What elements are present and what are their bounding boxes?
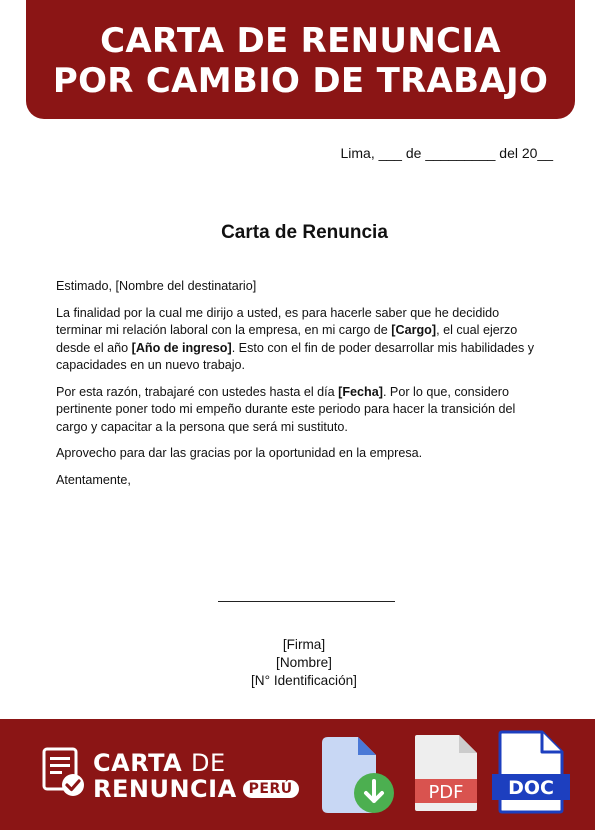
paragraph-2-text-a: Por esta razón, trabajaré con ustedes hasta el día — [56, 384, 339, 399]
letter-body — [56, 278, 546, 498]
greeting: Estimado, [Nombre del destinatario] — [56, 279, 257, 293]
pdf-label: PDF — [428, 782, 464, 803]
word-doc-file-icon[interactable] — [492, 730, 572, 814]
paragraph-2 — [56, 384, 546, 437]
paragraph-1-text-c: , el cual ejerzo desde el año — [56, 323, 518, 355]
cargo-placeholder: [Cargo] — [391, 323, 437, 337]
paragraph-1-text-a: La finalidad por la cual me dirijo a usted, es para hacerle saber que he decidido terminar mi relación laboral con la empresa, en mi cargo de — [56, 305, 500, 337]
brand-logo-text — [93, 750, 299, 802]
letter-title: Carta de Renuncia — [221, 222, 388, 243]
signature-firma: [Firma] — [282, 637, 326, 652]
paragraph-1-text-e: . Esto con el fin de poder desarrollar mis habilidades y capacidades en un nuevo trabajo. — [56, 340, 535, 372]
document-check-icon — [42, 747, 86, 799]
google-docs-download-icon[interactable] — [318, 735, 394, 815]
signature-nombre: [Nombre] — [276, 655, 332, 670]
title-banner — [26, 0, 575, 119]
banner-title-line-1: CARTA DE RENUNCIA — [100, 20, 501, 61]
pdf-file-icon[interactable] — [413, 733, 479, 813]
year-placeholder: [Año de ingreso] — [131, 340, 232, 355]
logo-renuncia: RENUNCIA — [93, 775, 237, 803]
doc-label: DOC — [508, 777, 554, 799]
paragraph-3: Aprovecho para dar las gracias por la oportunidad en la empresa. — [56, 446, 423, 460]
date-line: Lima, ___ de _________ del 20__ — [340, 145, 553, 161]
paragraph-2-text-c: . Por lo que, considero pertinente poner todo mi empeño durante este periodo para hacer la transición del cargo y capacitar a la persona que será mi sustituto. — [56, 384, 516, 434]
date-placeholder: [Fecha] — [338, 384, 383, 399]
signature-block — [200, 636, 408, 690]
signature-line — [218, 601, 395, 602]
logo-peru-badge: PERÚ — [243, 780, 299, 798]
signature-id: [N° Identificación] — [251, 673, 357, 688]
logo-de: DE — [191, 749, 226, 777]
logo-carta: CARTA — [93, 749, 183, 777]
paragraph-1 — [56, 305, 546, 375]
closing: Atentamente, — [56, 472, 131, 487]
banner-title-line-2: POR CAMBIO DE TRABAJO — [52, 60, 549, 101]
